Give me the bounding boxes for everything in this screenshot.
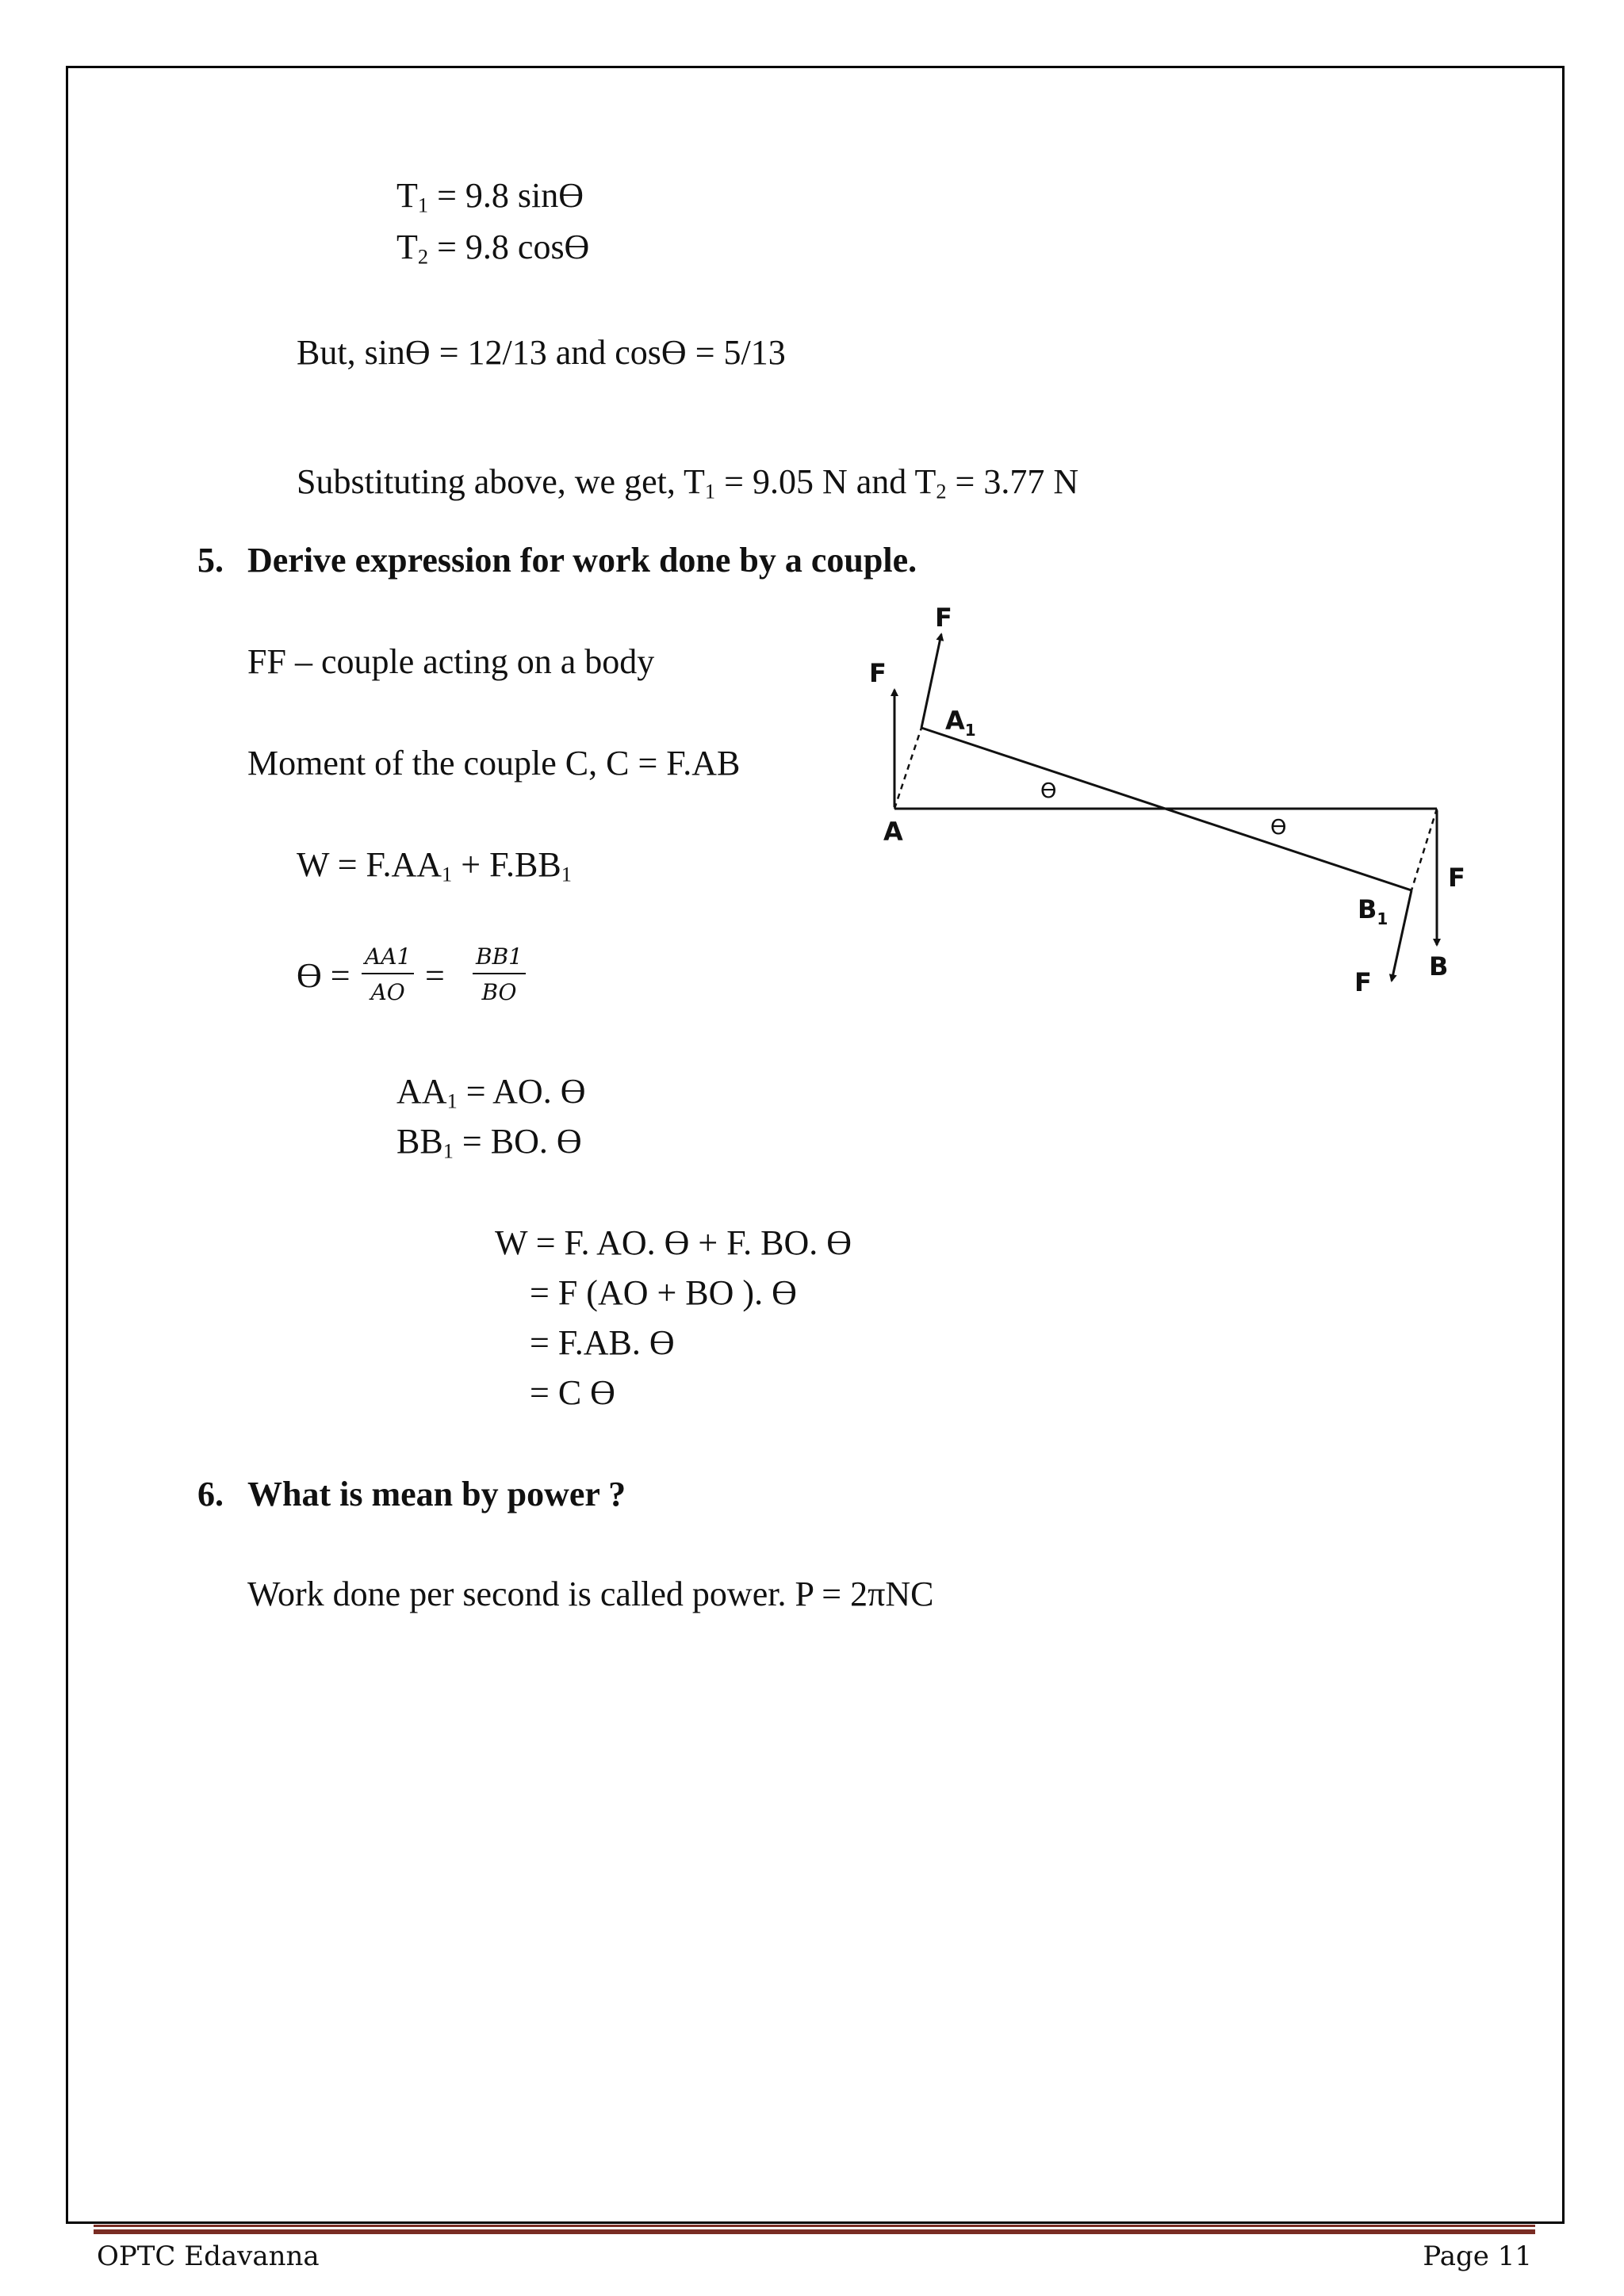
label-a: A [883, 817, 903, 847]
substitution-result: Substituting above, we get, $T_1 = 9.05$ N and $T_2 = 3.77$ N [297, 462, 1079, 503]
label-f-right: F [1448, 863, 1465, 893]
fraction-aa1-ao: $\frac{AA1}{AO}$ [362, 943, 414, 1005]
q5-title: Derive expression for work done by a couple. [247, 541, 917, 580]
label-b1: $B_1$ [1358, 894, 1388, 928]
aa1-equation: $AA_1$ = AO. ϴ [396, 1072, 586, 1113]
dashed-bb1 [1411, 809, 1437, 890]
t1-equation: $T_1 = 9.8$ sinϴ [396, 176, 584, 217]
label-f-bottom: F [1354, 967, 1372, 997]
dashed-aa1 [894, 728, 921, 809]
footer-page-number: Page 11 [1423, 2241, 1532, 2272]
derivation-line-4: = C ϴ [530, 1373, 615, 1412]
couple-diagram [856, 603, 1491, 1015]
force-arrow-a1 [921, 634, 941, 728]
label-theta-2: ϴ [1270, 816, 1287, 840]
power-definition: Work done per second is called power. P = 2πNC [247, 1575, 934, 1613]
footer-rule-thick [94, 2229, 1535, 2234]
couple-definition: FF – couple acting on a body [247, 642, 655, 681]
label-b: B [1429, 951, 1449, 982]
label-theta-1: ϴ [1040, 779, 1057, 803]
work-equation: $W = F.AA_1 + F.BB_1$ [297, 845, 572, 886]
force-arrow-b1 [1392, 890, 1411, 981]
footer-institution: OPTC Edavanna [97, 2241, 320, 2272]
derivation-line-1: W = F. AO. ϴ + F. BO. ϴ [495, 1223, 852, 1262]
label-a1: $A_1$ [945, 706, 976, 740]
moment-definition: Moment of the couple C, C = F.AB [247, 744, 741, 783]
theta-equation-lhs: ϴ = [297, 956, 350, 995]
equals-sign: = [425, 956, 445, 995]
label-f-left: F [869, 658, 887, 688]
fraction-bb1-bo: $\frac{BB1}{BO}$ [473, 943, 526, 1005]
bb1-equation: $BB_1$ = BO. ϴ [396, 1122, 582, 1163]
label-f-top: F [935, 603, 952, 633]
page-border [66, 66, 1565, 2224]
footer-rule-thin [94, 2225, 1535, 2227]
q6-title: What is mean by power ? [247, 1475, 626, 1513]
sin-cos-values: But, sinϴ = 12/13 and cosϴ = 5/13 [297, 333, 786, 372]
derivation-line-3: = F.AB. ϴ [530, 1323, 675, 1362]
q5-number: 5. [197, 541, 224, 580]
t2-equation: $T_2 = 9.8$ cosϴ [396, 228, 590, 269]
derivation-line-2: = F (AO + BO ). ϴ [530, 1273, 797, 1312]
q6-number: 6. [197, 1475, 224, 1513]
